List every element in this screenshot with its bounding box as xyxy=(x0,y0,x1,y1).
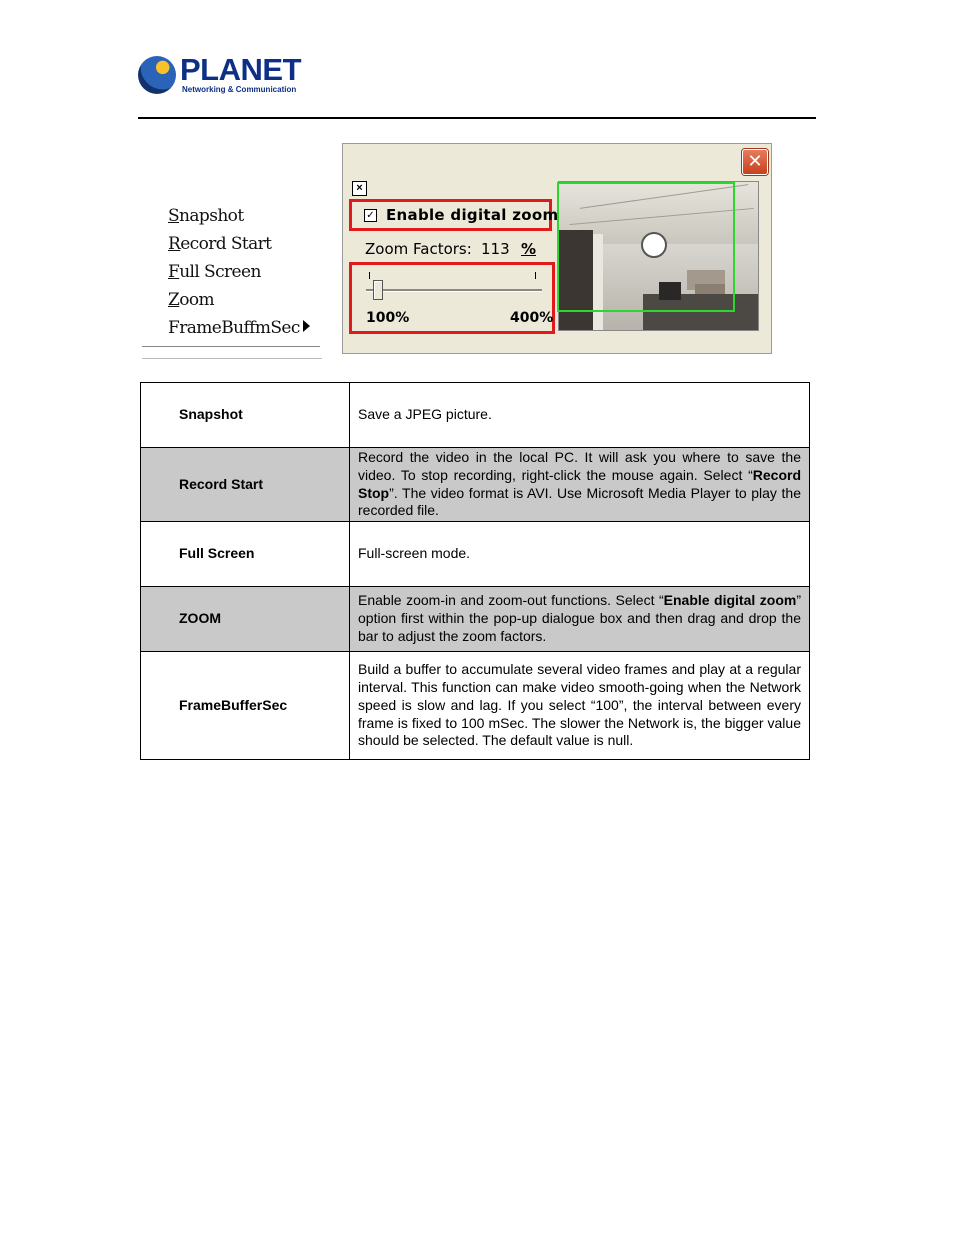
menu-item-framebuffmsec[interactable]: FrameBuffmSec xyxy=(168,318,300,338)
description-text: ”. The video format is AVI. Use Microsoft Media Player to play the recorded file. xyxy=(358,484,801,519)
menu-item-record-start[interactable]: Record Start xyxy=(168,234,272,254)
row-description xyxy=(350,522,810,587)
zoom-factors-label: Zoom Factors: xyxy=(365,240,472,258)
slider-tick-min xyxy=(369,272,370,279)
close-icon[interactable]: × xyxy=(352,181,367,196)
table-row xyxy=(141,448,810,522)
description-text: ” option first within the pop-up dialogue box and then drag and drop the bar to adjust the zoom factors. xyxy=(358,592,801,645)
zoom-dialog xyxy=(342,143,772,354)
zoom-slider-track[interactable] xyxy=(366,289,542,292)
logo-wordmark: PLANET xyxy=(180,52,301,87)
row-description xyxy=(350,448,810,522)
enable-zoom-highlight xyxy=(349,199,559,231)
close-button[interactable]: ✕ xyxy=(742,149,768,175)
row-description xyxy=(350,652,810,760)
table-row xyxy=(141,522,810,587)
description-bold-text: Enable digital zoom xyxy=(663,592,797,609)
slider-max-label: 400% xyxy=(510,310,554,326)
header-divider xyxy=(138,117,816,119)
function-table xyxy=(140,382,810,760)
globe-icon xyxy=(138,56,176,94)
zoom-slider-thumb[interactable] xyxy=(373,280,383,300)
row-description xyxy=(350,383,810,448)
enable-zoom-checkbox[interactable]: ✓ xyxy=(364,209,377,222)
row-name: Full Screen xyxy=(141,522,350,587)
menu-item-full-screen[interactable]: Full Screen xyxy=(168,262,261,282)
planet-logo xyxy=(138,52,301,98)
row-name: ZOOM xyxy=(141,587,350,652)
zoom-factors-value: 113 xyxy=(481,240,510,258)
row-description xyxy=(350,587,810,652)
description-text: Full-screen mode. xyxy=(358,545,471,562)
description-bold-text: Record Stop xyxy=(358,466,801,501)
slider-min-label: 100% xyxy=(366,310,410,326)
description-text: Save a JPEG picture. xyxy=(358,406,492,423)
context-menu xyxy=(140,200,322,360)
menu-border xyxy=(142,358,322,359)
zoom-region-box[interactable] xyxy=(557,182,735,312)
submenu-arrow-icon xyxy=(303,320,310,332)
menu-item-zoom[interactable]: Zoom xyxy=(168,290,215,310)
menu-separator xyxy=(142,346,320,347)
table-row xyxy=(141,383,810,448)
description-text: Record the video in the local PC. It will ask you where to save the video. To stop recording, right-click the mouse again. Select “ xyxy=(358,449,801,483)
row-name: Snapshot xyxy=(141,383,350,448)
description-text: Build a buffer to accumulate several video frames and play at a regular interval. This function can make video smooth-going when the Network speed is slow and lag. If you select “100”, the interval between every frame is fixed to 100 mSec. The slower the Network is, the bigger value should be selected. The default value is null. xyxy=(358,661,801,749)
table-row xyxy=(141,587,810,652)
row-name: Record Start xyxy=(141,448,350,522)
row-name: FrameBufferSec xyxy=(141,652,350,760)
menu-item-snapshot[interactable]: Snapshot xyxy=(168,206,244,226)
description-text: Enable zoom-in and zoom-out functions. Select “ xyxy=(358,592,664,609)
enable-zoom-label[interactable]: Enable digital zoom xyxy=(386,206,559,224)
table-row xyxy=(141,652,810,760)
zoom-slider-highlight xyxy=(349,262,555,334)
slider-tick-max xyxy=(535,272,536,279)
zoom-factors-unit: % xyxy=(521,240,537,258)
logo-tagline: Networking & Communication xyxy=(182,85,297,94)
